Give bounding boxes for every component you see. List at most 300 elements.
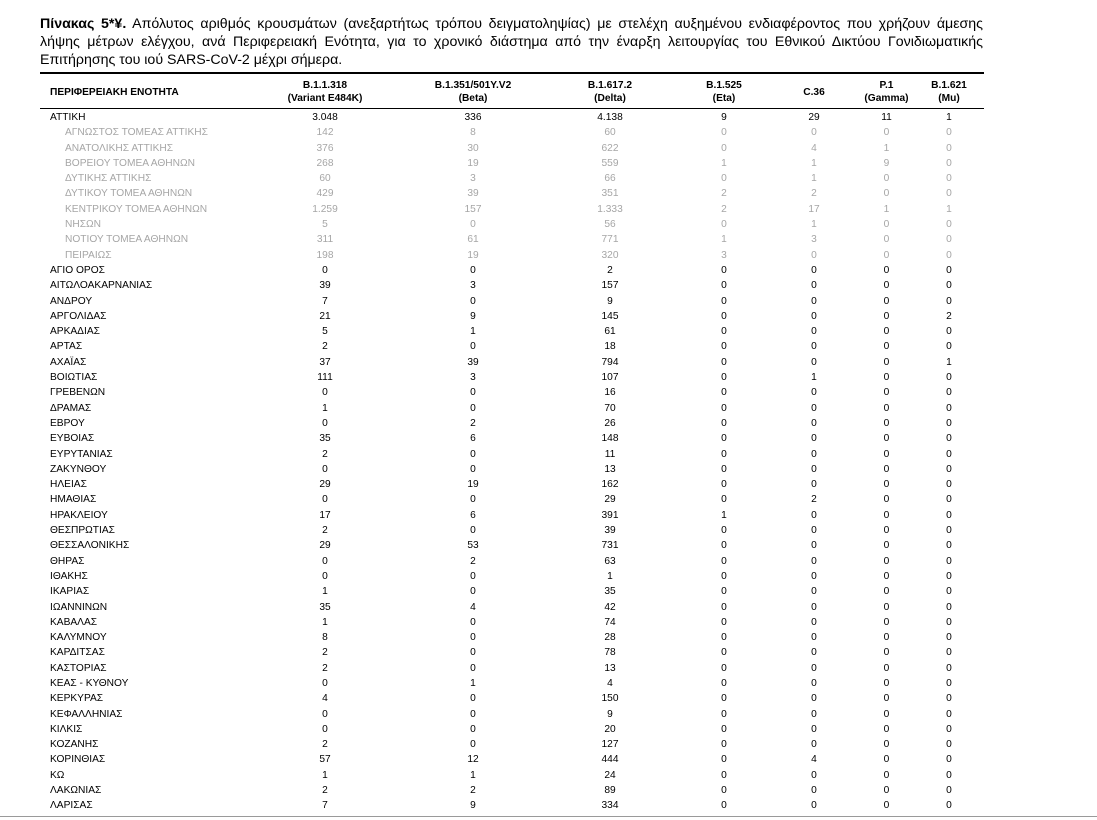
count-cell-c36: 0 <box>811 739 817 751</box>
count-cell-b1525: 0 <box>721 739 727 751</box>
count-cell-c36: 0 <box>811 693 817 705</box>
count-cell-b11318: 37 <box>319 356 331 368</box>
count-cell-b1621: 0 <box>946 540 952 552</box>
count-cell-b1525: 0 <box>721 356 727 368</box>
count-cell-b1525: 9 <box>721 112 727 123</box>
table-row <box>40 615 984 630</box>
column-header-b16172 <box>541 76 679 109</box>
count-cell-b1525: 0 <box>721 433 727 445</box>
count-cell-p1: 0 <box>883 310 890 322</box>
count-cell-p1: 0 <box>883 280 890 292</box>
count-cell-b11318: 7 <box>322 800 328 812</box>
count-cell-b1621: 0 <box>946 173 952 185</box>
count-cell-b1525: 0 <box>721 555 727 567</box>
count-cell-b16172: 20 <box>604 723 616 735</box>
count-cell-b1621: 0 <box>946 234 952 246</box>
count-cell-b1525: 0 <box>721 127 727 139</box>
count-cell-b1525: 0 <box>721 647 727 659</box>
table-row <box>40 538 984 553</box>
count-cell-c36: 0 <box>811 540 817 552</box>
table-caption-label: Πίνακας 5*¥. <box>40 16 127 32</box>
count-cell-b16172: 559 <box>601 157 619 169</box>
count-cell-b16172: 61 <box>604 326 616 338</box>
count-cell-c36: 0 <box>811 249 817 261</box>
count-cell-p1: 0 <box>883 356 890 368</box>
count-cell-c36: 0 <box>811 280 817 292</box>
count-cell-c36: 2 <box>811 494 817 506</box>
count-cell-b1351: 9 <box>470 310 476 322</box>
region-name-cell: ΘΗΡΑΣ <box>50 555 85 567</box>
count-cell-b1351: 0 <box>470 295 476 307</box>
count-cell-b1621: 0 <box>946 479 952 491</box>
count-cell-b11318: 4 <box>322 693 328 705</box>
count-cell-b11318: 2 <box>322 525 328 537</box>
count-cell-b11318: 268 <box>316 157 334 169</box>
count-cell-b11318: 0 <box>322 264 328 276</box>
count-cell-b1525: 0 <box>721 601 727 613</box>
table-row <box>40 385 984 400</box>
region-name-cell: ΙΘΑΚΗΣ <box>50 570 88 582</box>
count-cell-c36: 0 <box>811 677 817 689</box>
region-name-cell: ΚΑΒΑΛΑΣ <box>50 616 98 628</box>
count-cell-b1351: 0 <box>470 494 476 506</box>
count-cell-c36: 0 <box>811 723 817 735</box>
count-cell-c36: 1 <box>811 219 817 231</box>
table-row <box>40 737 984 752</box>
region-name-cell: ΠΕΙΡΑΙΩΣ <box>65 249 112 261</box>
count-cell-b1621: 0 <box>946 785 952 797</box>
region-name-cell: ΙΚΑΡΙΑΣ <box>50 586 90 598</box>
count-cell-p1: 0 <box>883 555 890 567</box>
region-name-cell: ΝΗΣΩΝ <box>65 219 101 231</box>
count-cell-b1525: 0 <box>721 219 727 231</box>
count-cell-c36: 0 <box>811 356 817 368</box>
count-cell-b1621: 0 <box>946 693 952 705</box>
count-cell-p1: 0 <box>883 295 890 307</box>
table-row <box>40 477 984 492</box>
count-cell-b1525: 0 <box>721 402 727 414</box>
column-header-b1621 <box>914 76 984 109</box>
count-cell-p1: 0 <box>883 372 890 384</box>
count-cell-b1351: 3 <box>470 280 476 292</box>
count-cell-b16172: 4.138 <box>597 112 623 123</box>
count-cell-b1621: 0 <box>946 341 952 353</box>
count-cell-b11318: 1 <box>322 586 328 598</box>
table-row <box>40 401 984 416</box>
table-row <box>40 722 984 737</box>
count-cell-p1: 0 <box>883 739 890 751</box>
count-cell-c36: 0 <box>811 800 817 812</box>
count-cell-b16172: 351 <box>601 188 619 200</box>
region-name-cell: ΝΟΤΙΟΥ ΤΟΜΕΑ ΑΘΗΝΩΝ <box>65 234 189 246</box>
region-name-cell: ΘΕΣΣΑΛΟΝΙΚΗΣ <box>50 540 130 552</box>
count-cell-b16172: 11 <box>604 448 616 460</box>
count-cell-b11318: 1 <box>322 616 328 628</box>
table-subrow <box>40 186 984 201</box>
table-row <box>40 339 984 354</box>
region-name-cell: ΚΑΣΤΟΡΙΑΣ <box>50 662 107 674</box>
count-cell-b1351: 4 <box>470 601 476 613</box>
variants-by-region-table <box>40 76 984 814</box>
count-cell-b1525: 0 <box>721 800 727 812</box>
count-cell-b1351: 0 <box>470 616 476 628</box>
count-cell-p1: 0 <box>883 234 890 246</box>
count-cell-p1: 0 <box>883 662 890 674</box>
region-name-cell: ΚΕΑΣ - ΚΥΘΝΟΥ <box>50 677 129 689</box>
count-cell-b1621: 0 <box>946 509 952 521</box>
column-header-b1525-line1: B.1.525 <box>706 80 742 91</box>
count-cell-b1621: 0 <box>946 601 952 613</box>
count-cell-b16172: 29 <box>604 494 616 506</box>
count-cell-b1525: 0 <box>721 310 727 322</box>
region-name-cell: ΑΧΑΪΑΣ <box>50 356 87 368</box>
count-cell-b1621: 0 <box>946 326 952 338</box>
count-cell-b1525: 1 <box>721 509 727 521</box>
count-cell-b1525: 0 <box>721 479 727 491</box>
region-name-cell: ΗΛΕΙΑΣ <box>50 479 87 491</box>
column-header-b16172-line1: B.1.617.2 <box>587 80 633 91</box>
count-cell-b11318: 5 <box>322 326 328 338</box>
count-cell-b11318: 60 <box>319 173 331 185</box>
count-cell-c36: 0 <box>811 479 817 491</box>
count-cell-b11318: 0 <box>322 677 328 689</box>
count-cell-b1621: 0 <box>946 387 952 399</box>
count-cell-b16172: 35 <box>604 586 616 598</box>
column-header-b1351 <box>405 76 541 109</box>
count-cell-b11318: 3.048 <box>312 112 338 123</box>
column-header-b1621-line1: B.1.621 <box>931 80 967 91</box>
table-row <box>40 569 984 584</box>
count-cell-b1621: 0 <box>946 647 952 659</box>
region-name-cell: ΚΕΦΑΛΛΗΝΙΑΣ <box>50 708 123 720</box>
count-cell-b1525: 0 <box>721 570 727 582</box>
count-cell-p1: 0 <box>883 601 890 613</box>
count-cell-b1621: 0 <box>946 219 952 231</box>
count-cell-b1351: 0 <box>470 387 476 399</box>
table-header <box>40 76 984 109</box>
count-cell-b1621: 0 <box>946 433 952 445</box>
count-cell-b1351: 39 <box>467 188 479 200</box>
region-name-cell: ΑΓΙΟ ΟΡΟΣ <box>50 264 105 276</box>
count-cell-b11318: 429 <box>316 188 334 200</box>
header-top-rule <box>40 72 984 74</box>
region-name-cell: ΚΑΛΥΜΝΟΥ <box>50 632 107 644</box>
count-cell-b1621: 1 <box>946 112 952 123</box>
table-row <box>40 523 984 538</box>
count-cell-b1525: 1 <box>721 157 727 169</box>
count-cell-b16172: 26 <box>604 417 616 429</box>
region-name-cell: ΔΥΤΙΚΟΥ ΤΟΜΕΑ ΑΘΗΝΩΝ <box>65 188 193 200</box>
count-cell-p1: 0 <box>883 570 890 582</box>
count-cell-b16172: 320 <box>601 249 619 261</box>
count-cell-p1: 0 <box>883 173 890 185</box>
count-cell-p1: 0 <box>883 341 890 353</box>
table-row <box>40 263 984 278</box>
count-cell-c36: 0 <box>811 769 817 781</box>
count-cell-p1: 0 <box>883 509 890 521</box>
region-name-cell: ΑΝΔΡΟΥ <box>50 295 93 307</box>
region-name-cell: ΑΤΤΙΚΗ <box>50 112 86 123</box>
count-cell-b1351: 1 <box>470 326 476 338</box>
count-cell-c36: 0 <box>811 264 817 276</box>
region-name-cell: ΚΩ <box>50 769 65 781</box>
count-cell-b11318: 0 <box>322 417 328 429</box>
count-cell-b11318: 1.259 <box>312 203 338 215</box>
count-cell-b1621: 0 <box>946 723 952 735</box>
count-cell-c36: 0 <box>811 127 817 139</box>
count-cell-b16172: 28 <box>604 632 616 644</box>
count-cell-b1525: 2 <box>721 203 727 215</box>
header-row <box>40 76 984 109</box>
table-row <box>40 645 984 660</box>
table-subrow <box>40 171 984 186</box>
region-name-cell: ΑΡΤΑΣ <box>50 341 83 353</box>
count-cell-b1351: 1 <box>470 677 476 689</box>
count-cell-b1525: 0 <box>721 632 727 644</box>
column-header-c36-line1: C.36 <box>803 86 825 98</box>
region-name-cell: ΙΩΑΝΝΙΝΩΝ <box>50 601 108 613</box>
count-cell-b11318: 29 <box>319 540 331 552</box>
region-name-cell: ΚΑΡΔΙΤΣΑΣ <box>50 647 105 659</box>
count-cell-b1525: 0 <box>721 769 727 781</box>
count-cell-b11318: 7 <box>322 295 328 307</box>
count-cell-b11318: 57 <box>319 754 331 766</box>
count-cell-b1351: 30 <box>467 142 479 154</box>
count-cell-b1351: 2 <box>470 417 476 429</box>
count-cell-b1621: 0 <box>946 586 952 598</box>
count-cell-b16172: 24 <box>604 769 616 781</box>
count-cell-b1525: 2 <box>721 188 727 200</box>
count-cell-p1: 9 <box>883 157 890 169</box>
count-cell-b1351: 0 <box>470 632 476 644</box>
region-name-cell: ΔΥΤΙΚΗΣ ΑΤΤΙΚΗΣ <box>65 173 152 185</box>
region-name-cell: ΓΡΕΒΕΝΩΝ <box>50 387 106 399</box>
count-cell-c36: 0 <box>811 387 817 399</box>
count-cell-b1351: 19 <box>467 249 479 261</box>
count-cell-b11318: 5 <box>322 219 328 231</box>
count-cell-c36: 0 <box>811 601 817 613</box>
count-cell-b16172: 145 <box>601 310 619 322</box>
count-cell-p1: 1 <box>883 142 890 154</box>
count-cell-b11318: 29 <box>319 479 331 491</box>
region-name-cell: ΑΙΤΩΛΟΑΚΑΡΝΑΝΙΑΣ <box>50 280 153 292</box>
count-cell-b11318: 111 <box>317 372 333 384</box>
table-subrow <box>40 156 984 171</box>
count-cell-b1525: 0 <box>721 540 727 552</box>
count-cell-p1: 0 <box>883 693 890 705</box>
count-cell-p1: 0 <box>883 264 890 276</box>
count-cell-b1351: 39 <box>467 356 479 368</box>
count-cell-b1621: 0 <box>946 632 952 644</box>
count-cell-b16172: 16 <box>604 387 616 399</box>
count-cell-p1: 0 <box>883 647 890 659</box>
count-cell-p1: 0 <box>883 479 890 491</box>
table-row <box>40 492 984 507</box>
count-cell-b11318: 35 <box>319 601 331 613</box>
region-name-cell: ΗΜΑΘΙΑΣ <box>50 494 97 506</box>
table-row <box>40 554 984 569</box>
count-cell-b1351: 0 <box>470 341 476 353</box>
count-cell-p1: 0 <box>883 632 890 644</box>
count-cell-b1525: 3 <box>721 249 727 261</box>
column-header-region-line1: ΠΕΡΙΦΕΡΕΙΑΚΗ ΕΝΟΤΗΤΑ <box>50 86 179 98</box>
count-cell-p1: 0 <box>883 387 890 399</box>
count-cell-b1351: 0 <box>470 525 476 537</box>
region-name-cell: ΑΡΓΟΛΙΔΑΣ <box>50 310 107 322</box>
count-cell-b1351: 61 <box>467 234 479 246</box>
count-cell-b1621: 0 <box>946 448 952 460</box>
count-cell-b1621: 0 <box>946 372 952 384</box>
count-cell-c36: 0 <box>811 632 817 644</box>
count-cell-c36: 29 <box>808 112 820 123</box>
region-name-cell: ΚΕΡΚΥΡΑΣ <box>50 693 104 705</box>
count-cell-b1351: 0 <box>470 723 476 735</box>
count-cell-b1621: 0 <box>946 662 952 674</box>
table-row <box>40 768 984 783</box>
count-cell-b11318: 142 <box>316 127 334 139</box>
count-cell-p1: 0 <box>883 417 890 429</box>
count-cell-c36: 0 <box>811 555 817 567</box>
count-cell-b1351: 0 <box>470 402 476 414</box>
count-cell-b11318: 2 <box>322 647 328 659</box>
count-cell-b1621: 0 <box>946 142 952 154</box>
region-name-cell: ΚΟΡΙΝΘΙΑΣ <box>50 754 106 766</box>
count-cell-b1525: 0 <box>721 280 727 292</box>
count-cell-b1621: 1 <box>946 203 952 215</box>
table-row <box>40 462 984 477</box>
column-header-p1-line2: (Gamma) <box>864 93 909 104</box>
region-name-cell: ΕΒΡΟΥ <box>50 417 85 429</box>
count-cell-c36: 1 <box>811 372 817 384</box>
count-cell-b1351: 3 <box>470 372 476 384</box>
count-cell-b1525: 0 <box>721 662 727 674</box>
table-row <box>40 294 984 309</box>
region-name-cell: ΚΕΝΤΡΙΚΟΥ ΤΟΜΕΑ ΑΘΗΝΩΝ <box>65 203 208 215</box>
count-cell-b1621: 0 <box>946 249 952 261</box>
count-cell-b16172: 391 <box>601 509 619 521</box>
count-cell-b16172: 148 <box>601 433 619 445</box>
count-cell-b1351: 53 <box>467 540 479 552</box>
count-cell-b11318: 39 <box>319 280 331 292</box>
table-row <box>40 691 984 706</box>
count-cell-b1351: 0 <box>470 264 476 276</box>
count-cell-b11318: 0 <box>322 494 328 506</box>
count-cell-p1: 0 <box>883 433 890 445</box>
count-cell-b16172: 70 <box>604 402 616 414</box>
count-cell-b1351: 0 <box>470 463 476 475</box>
region-name-cell: ΑΡΚΑΔΙΑΣ <box>50 326 100 338</box>
column-header-region <box>40 76 245 109</box>
region-name-cell: ΛΑΡΙΣΑΣ <box>50 800 93 812</box>
table-row <box>40 309 984 324</box>
count-cell-b1525: 0 <box>721 723 727 735</box>
count-cell-b16172: 622 <box>601 142 619 154</box>
count-cell-c36: 0 <box>811 662 817 674</box>
count-cell-b1621: 0 <box>946 188 952 200</box>
count-cell-b11318: 311 <box>316 234 334 246</box>
count-cell-b16172: 42 <box>604 601 616 613</box>
count-cell-b16172: 18 <box>604 341 616 353</box>
region-name-cell: ΖΑΚΥΝΘΟΥ <box>50 463 107 475</box>
count-cell-b16172: 2 <box>607 264 613 276</box>
count-cell-b1525: 0 <box>721 142 727 154</box>
count-cell-c36: 0 <box>811 785 817 797</box>
region-name-cell: ΒΟΙΩΤΙΑΣ <box>50 372 98 384</box>
region-name-cell: ΕΥΡΥΤΑΝΙΑΣ <box>50 448 113 460</box>
count-cell-b16172: 127 <box>601 739 619 751</box>
count-cell-b1525: 0 <box>721 586 727 598</box>
count-cell-b1351: 0 <box>470 586 476 598</box>
count-cell-b16172: 9 <box>607 295 613 307</box>
count-cell-c36: 0 <box>811 341 817 353</box>
count-cell-b1351: 3 <box>470 173 476 185</box>
count-cell-b16172: 334 <box>601 800 619 812</box>
count-cell-p1: 0 <box>883 219 890 231</box>
count-cell-b1351: 0 <box>470 448 476 460</box>
count-cell-c36: 0 <box>811 525 817 537</box>
count-cell-c36: 0 <box>811 463 817 475</box>
count-cell-b16172: 150 <box>601 693 619 705</box>
count-cell-b1525: 0 <box>721 616 727 628</box>
count-cell-b1351: 336 <box>464 112 482 123</box>
count-cell-b1351: 0 <box>470 219 476 231</box>
count-cell-p1: 0 <box>883 402 890 414</box>
count-cell-b11318: 198 <box>316 249 334 261</box>
region-name-cell: ΚΟΖΑΝΗΣ <box>50 739 99 751</box>
count-cell-b16172: 56 <box>604 219 616 231</box>
count-cell-b1351: 8 <box>470 127 476 139</box>
count-cell-b11318: 8 <box>322 632 328 644</box>
count-cell-b16172: 74 <box>604 616 616 628</box>
count-cell-c36: 4 <box>811 142 817 154</box>
count-cell-c36: 0 <box>811 417 817 429</box>
count-cell-c36: 2 <box>811 188 817 200</box>
count-cell-b16172: 1.333 <box>597 203 623 215</box>
table-row <box>40 676 984 691</box>
count-cell-b1621: 0 <box>946 463 952 475</box>
column-header-b1525 <box>679 76 769 109</box>
count-cell-p1: 0 <box>883 708 890 720</box>
count-cell-b1621: 0 <box>946 280 952 292</box>
count-cell-p1: 0 <box>883 723 890 735</box>
table-subrow <box>40 217 984 232</box>
count-cell-b1351: 2 <box>470 555 476 567</box>
count-cell-b16172: 4 <box>607 677 613 689</box>
table-row <box>40 584 984 599</box>
count-cell-b11318: 0 <box>322 723 328 735</box>
count-cell-b1525: 0 <box>721 785 727 797</box>
count-cell-p1: 0 <box>883 677 890 689</box>
column-header-b1621-line2: (Mu) <box>938 93 960 104</box>
count-cell-b1621: 0 <box>946 417 952 429</box>
count-cell-b11318: 0 <box>322 570 328 582</box>
count-cell-p1: 0 <box>883 463 890 475</box>
column-header-c36 <box>769 76 859 109</box>
table-body <box>40 109 984 814</box>
count-cell-b11318: 376 <box>316 142 334 154</box>
count-cell-c36: 4 <box>811 754 817 766</box>
count-cell-b1351: 9 <box>470 800 476 812</box>
count-cell-b1351: 0 <box>470 739 476 751</box>
count-cell-b1525: 0 <box>721 295 727 307</box>
page-bottom-rule <box>0 816 1097 817</box>
count-cell-c36: 0 <box>811 570 817 582</box>
count-cell-b1621: 0 <box>946 555 952 567</box>
count-cell-c36: 0 <box>811 310 817 322</box>
count-cell-b1621: 0 <box>946 739 952 751</box>
count-cell-b1351: 0 <box>470 708 476 720</box>
table-row <box>40 416 984 431</box>
